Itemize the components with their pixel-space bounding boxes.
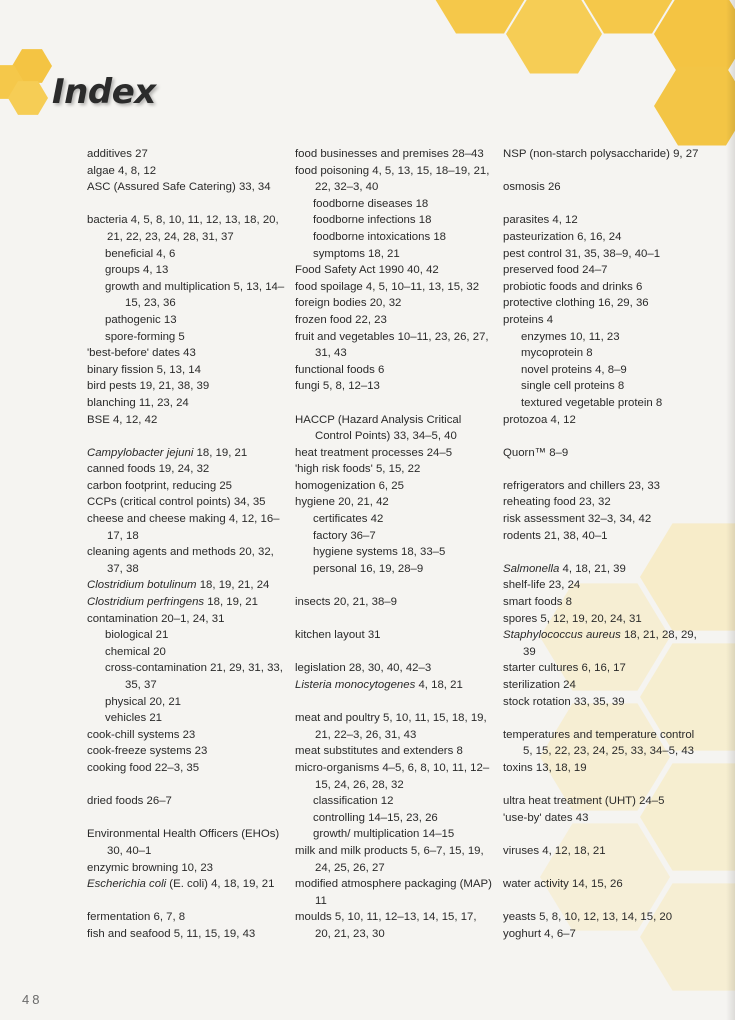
index-entry (87, 727, 287, 744)
honeycomb-hex-top-5 (654, 64, 735, 148)
index-entry-text: growth/ multiplication 14–15 (313, 828, 455, 841)
index-entry (87, 412, 287, 429)
entry-gap (295, 395, 495, 412)
index-entry (503, 810, 703, 827)
index-subentry (87, 627, 287, 644)
index-entry-text: viruses 4, 12, 18, 21 (503, 844, 606, 857)
index-entry (503, 727, 703, 760)
index-entry (87, 876, 287, 893)
index-entry-text: NSP (non-starch polysaccharide) 9, 27 (503, 148, 699, 160)
index-entry (295, 279, 495, 296)
index-subentry (295, 212, 495, 229)
index-entry-text: milk and milk products 5, 6–7, 15, 19, 24, 25, 26, 27 (295, 844, 484, 874)
index-entry-text: 18, 19, 21, 24 (196, 579, 270, 592)
index-entry-text: risk assessment 32–3, 34, 42 (503, 513, 652, 526)
index-entry-text: spore-forming 5 (105, 330, 185, 343)
index-entry (87, 511, 287, 544)
index-entry-text: novel proteins 4, 8–9 (521, 363, 627, 376)
index-entry-text: temperatures and temperature control 5, 15, 22, 23, 24, 25, 33, 34–5, 43 (503, 728, 695, 758)
index-entry-text: yoghurt 4, 6–7 (503, 927, 576, 940)
index-subentry (295, 246, 495, 263)
index-entry (503, 694, 703, 711)
index-entry-text: hygiene systems 18, 33–5 (313, 546, 446, 559)
index-entry (87, 860, 287, 877)
index-subentry (295, 544, 495, 561)
index-entry-text: enzymic browning 10, 23 (87, 861, 213, 874)
index-entry-text: rodents 21, 38, 40–1 (503, 529, 608, 542)
index-entry-text: 'best-before' dates 43 (87, 347, 196, 360)
index-entry (295, 362, 495, 379)
index-entry-text: ultra heat treatment (UHT) 24–5 (503, 795, 665, 808)
index-entry-text: fermentation 6, 7, 8 (87, 911, 186, 924)
index-entry (503, 445, 703, 462)
index-subentry (503, 362, 703, 379)
index-subentry (503, 345, 703, 362)
index-entry-text: food spoilage 4, 5, 10–11, 13, 15, 32 (295, 280, 480, 293)
index-subentry (87, 694, 287, 711)
entry-gap (87, 810, 287, 827)
index-entry (503, 494, 703, 511)
index-entry-text: groups 4, 13 (105, 264, 169, 277)
entry-gap (503, 710, 703, 727)
index-entry-text: single cell proteins 8 (521, 380, 625, 393)
index-entry-text: starter cultures 6, 16, 17 (503, 662, 626, 675)
index-entry (503, 262, 703, 279)
index-entry (295, 146, 495, 163)
index-entry (503, 229, 703, 246)
index-entry (87, 494, 287, 511)
index-entry-text: fruit and vegetables 10–11, 23, 26, 27, 31, 43 (295, 330, 489, 360)
entry-gap (503, 826, 703, 843)
index-entry-text: yeasts 5, 8, 10, 12, 13, 14, 15, 20 (503, 911, 673, 924)
index-subentry (295, 196, 495, 213)
index-entry-text: BSE 4, 12, 42 (87, 413, 158, 426)
entry-gap (87, 196, 287, 213)
entry-gap (295, 611, 495, 628)
index-entry (503, 561, 703, 578)
index-entry (87, 760, 287, 777)
index-entry-text: fish and seafood 5, 11, 15, 19, 43 (87, 927, 256, 940)
index-entry-text: water activity 14, 15, 26 (503, 878, 623, 891)
index-entry-text: physical 20, 21 (105, 695, 181, 708)
entry-gap (503, 860, 703, 877)
index-entry-text: (E. coli) 4, 18, 19, 21 (166, 878, 275, 891)
index-entry-text: smart foods 8 (503, 596, 573, 609)
entry-gap (295, 694, 495, 711)
index-entry (503, 279, 703, 296)
index-entry (503, 146, 703, 163)
index-entry (503, 677, 703, 694)
index-entry-text: cook-freeze systems 23 (87, 745, 208, 758)
index-entry (503, 909, 703, 926)
index-entry (503, 627, 703, 660)
index-entry-text: refrigerators and chillers 23, 33 (503, 479, 661, 492)
index-entry-italic-term: Campylobacter jejuni (87, 446, 194, 459)
index-entry-text: preserved food 24–7 (503, 264, 608, 277)
index-entry (503, 412, 703, 429)
index-subentry (295, 528, 495, 545)
index-entry (87, 163, 287, 180)
index-entry-text: beneficial 4, 6 (105, 247, 176, 260)
index-entry-text: Quorn™ 8–9 (503, 446, 569, 459)
index-entry-text: textured vegetable protein 8 (521, 396, 663, 409)
index-entry (503, 926, 703, 943)
page-number: 48 (22, 992, 43, 1007)
index-entry (295, 494, 495, 511)
index-entry-text: bacteria 4, 5, 8, 10, 11, 12, 13, 18, 20, 21, 22, 23, 24, 28, 31, 37 (87, 214, 279, 243)
index-subentry (87, 660, 287, 693)
index-entry-text: pest control 31, 35, 38–9, 40–1 (503, 247, 661, 260)
index-entry-text: 4, 18, 21 (415, 679, 463, 691)
index-entry (295, 627, 495, 644)
index-entry-text: cooking food 22–3, 35 (87, 761, 200, 774)
entry-gap (503, 428, 703, 445)
index-entry-italic-term: Staphylococcus aureus (503, 629, 621, 642)
index-entry-text: dried foods 26–7 (87, 795, 172, 808)
index-subentry (87, 246, 287, 263)
index-entry (87, 611, 287, 628)
index-entry-text: binary fission 5, 13, 14 (87, 363, 201, 376)
index-entry-text: reheating food 23, 32 (503, 496, 611, 509)
index-entry-text: foodborne intoxications 18 (313, 230, 446, 243)
index-subentry (295, 810, 495, 827)
index-entry-text: classification 12 (313, 795, 394, 808)
entry-gap (503, 163, 703, 180)
index-entry (87, 544, 287, 577)
index-entry (503, 660, 703, 677)
honeycomb-hex-top-2 (506, 0, 602, 76)
page-title: Index (52, 72, 156, 112)
index-entry-text: 4, 18, 21, 39 (559, 562, 626, 575)
index-entry (87, 577, 287, 594)
index-entry (87, 826, 287, 859)
index-entry-text: certificates 42 (313, 513, 384, 526)
index-entry (503, 295, 703, 312)
index-entry-text: 18, 19, 21 (204, 596, 258, 609)
index-entry (295, 876, 495, 909)
entry-gap (87, 428, 287, 445)
index-entry-italic-term: Clostridium perfringens (87, 596, 205, 609)
index-entry (295, 478, 495, 495)
index-entry (503, 212, 703, 229)
index-entry-text: sterilization 24 (503, 679, 576, 691)
index-entry-text: CCPs (critical control points) 34, 35 (87, 496, 266, 509)
index-entry (87, 212, 287, 245)
index-entry-text: carbon footprint, reducing 25 (87, 479, 233, 492)
index-entry (87, 926, 287, 943)
index-entry (503, 843, 703, 860)
index-entry-text: 18, 19, 21 (193, 446, 248, 459)
entry-gap (87, 777, 287, 794)
index-entry (503, 793, 703, 810)
index-entry (295, 660, 495, 677)
index-entry (295, 710, 495, 743)
index-entry (87, 445, 287, 462)
index-entry-text: foreign bodies 20, 32 (295, 297, 402, 310)
index-entry (87, 179, 287, 196)
index-entry-text: protective clothing 16, 29, 36 (503, 297, 649, 310)
index-entry-text: cleaning agents and methods 20, 32, 37, 38 (87, 546, 274, 575)
index-entry (87, 478, 287, 495)
index-entry (295, 843, 495, 876)
index-entry (87, 146, 287, 163)
index-entry-text: meat and poultry 5, 10, 11, 15, 18, 19, 21, 22–3, 26, 31, 43 (295, 712, 487, 741)
index-entry (87, 395, 287, 412)
index-entry-text: proteins 4 (503, 313, 554, 326)
index-entry-text: factory 36–7 (313, 529, 376, 542)
index-entry (503, 876, 703, 893)
index-entry-text: 18, 21, 28, 29, 39 (523, 629, 697, 658)
index-entry-text: Food Safety Act 1990 40, 42 (295, 264, 439, 277)
index-entry (295, 378, 495, 395)
index-entry-text: fungi 5, 8, 12–13 (295, 380, 380, 393)
index-entry-text: 'high risk foods' 5, 15, 22 (295, 463, 421, 476)
index-subentry (503, 329, 703, 346)
page-spine-shadow (726, 0, 735, 1020)
index-entry (87, 345, 287, 362)
index-entry (87, 594, 287, 611)
index-entry (295, 677, 495, 694)
index-entry (87, 743, 287, 760)
index-entry (503, 312, 703, 329)
index-entry-text: Environmental Health Officers (EHOs) 30, 40–1 (87, 828, 280, 857)
index-entry-italic-term: Salmonella (503, 562, 560, 575)
index-subentry (87, 644, 287, 661)
index-column-2 (295, 146, 495, 943)
index-entry-text: food poisoning 4, 5, 13, 15, 18–19, 21, 22, 32–3, 40 (295, 164, 490, 194)
index-entry (503, 594, 703, 611)
index-entry (295, 909, 495, 942)
index-entry (503, 246, 703, 263)
index-entry-text: 'use-by' dates 43 (503, 811, 589, 824)
index-subentry (87, 312, 287, 329)
index-entry-text: ASC (Assured Safe Catering) 33, 34 (87, 181, 271, 194)
index-entry-text: cross-contamination 21, 29, 31, 33, 35, 37 (105, 662, 283, 691)
index-entry-text: mycoprotein 8 (521, 347, 593, 360)
honeycomb-hex-top-4 (654, 0, 735, 76)
index-entry-text: cook-chill systems 23 (87, 728, 196, 741)
index-entry (87, 362, 287, 379)
index-entry-text: enzymes 10, 11, 23 (521, 330, 620, 343)
index-entry-text: symptoms 18, 21 (313, 247, 400, 260)
index-entry (295, 461, 495, 478)
index-entry-text: biological 21 (105, 629, 169, 642)
index-entry-text: personal 16, 19, 28–9 (313, 562, 424, 575)
index-entry (295, 445, 495, 462)
index-entry (295, 743, 495, 760)
index-entry-text: legislation 28, 30, 40, 42–3 (295, 662, 432, 675)
index-entry-text: contamination 20–1, 24, 31 (87, 612, 225, 625)
index-subentry (295, 511, 495, 528)
index-entry-text: parasites 4, 12 (503, 214, 578, 227)
index-entry (295, 163, 495, 196)
index-entry (295, 262, 495, 279)
index-entry (503, 760, 703, 777)
index-entry (87, 909, 287, 926)
index-entry-text: kitchen layout 31 (295, 629, 381, 642)
index-entry (503, 511, 703, 528)
index-entry-text: vehicles 21 (105, 712, 162, 725)
index-entry (503, 577, 703, 594)
index-entry (295, 760, 495, 793)
index-entry (295, 412, 495, 445)
index-subentry (295, 826, 495, 843)
index-entry (503, 528, 703, 545)
index-entry-text: HACCP (Hazard Analysis Critical Control Points) 33, 34–5, 40 (295, 413, 462, 443)
index-entry-text: pasteurization 6, 16, 24 (503, 230, 622, 243)
index-subentry (87, 329, 287, 346)
index-entry (87, 378, 287, 395)
index-entry-text: cheese and cheese making 4, 12, 16–17, 18 (87, 513, 280, 542)
index-entry (295, 295, 495, 312)
index-entry (295, 329, 495, 362)
index-entry-text: homogenization 6, 25 (295, 479, 404, 492)
index-subentry (87, 279, 287, 312)
index-subentry (87, 710, 287, 727)
index-entry (87, 793, 287, 810)
index-entry (503, 611, 703, 628)
index-entry-text: foodborne infections 18 (313, 214, 432, 227)
index-subentry (295, 229, 495, 246)
entry-gap (503, 777, 703, 794)
index-entry-text: toxins 13, 18, 19 (503, 761, 587, 774)
index-entry-text: additives 27 (87, 148, 148, 160)
index-entry-text: modified atmosphere packaging (MAP) 11 (295, 878, 492, 907)
entry-gap (503, 461, 703, 478)
entry-gap (295, 577, 495, 594)
index-subentry (503, 378, 703, 395)
index-subentry (295, 793, 495, 810)
index-entry-text: functional foods 6 (295, 363, 385, 376)
index-subentry (503, 395, 703, 412)
index-entry-text: stock rotation 33, 35, 39 (503, 695, 625, 708)
index-entry (503, 478, 703, 495)
index-entry-text: canned foods 19, 24, 32 (87, 463, 210, 476)
index-subentry (87, 262, 287, 279)
index-entry-text: chemical 20 (105, 645, 166, 658)
index-entry-text: blanching 11, 23, 24 (87, 396, 189, 409)
index-entry-text: spores 5, 12, 19, 20, 24, 31 (503, 612, 642, 625)
entry-gap (503, 893, 703, 910)
index-entry (503, 179, 703, 196)
index-entry-italic-term: Clostridium botulinum (87, 579, 197, 592)
index-entry-text: micro-organisms 4–5, 6, 8, 10, 11, 12–15, 24, 26, 28, 32 (295, 761, 490, 791)
index-entry-text: osmosis 26 (503, 181, 561, 194)
index-entry-text: probiotic foods and drinks 6 (503, 280, 643, 293)
index-entry-text: foodborne diseases 18 (313, 197, 429, 210)
index-entry (87, 461, 287, 478)
index-entry-text: bird pests 19, 21, 38, 39 (87, 380, 210, 393)
index-entry-italic-term: Escherichia coli (87, 878, 167, 891)
index-entry (295, 312, 495, 329)
index-entry-text: growth and multiplication 5, 13, 14–15, 23, 36 (105, 280, 285, 310)
entry-gap (503, 196, 703, 213)
entry-gap (503, 544, 703, 561)
index-column-3 (503, 146, 703, 943)
index-entry-italic-term: Listeria monocytogenes (295, 679, 416, 691)
index-entry-text: shelf-life 23, 24 (503, 579, 581, 592)
index-entry-text: pathogenic 13 (105, 313, 177, 326)
index-entry-text: controlling 14–15, 23, 26 (313, 811, 438, 824)
index-entry-text: hygiene 20, 21, 42 (295, 496, 389, 509)
index-entry-text: heat treatment processes 24–5 (295, 446, 453, 459)
index-entry-text: food businesses and premises 28–43 (295, 148, 484, 160)
index-subentry (295, 561, 495, 578)
entry-gap (87, 893, 287, 910)
entry-gap (295, 644, 495, 661)
index-entry-text: moulds 5, 10, 11, 12–13, 14, 15, 17, 20, 21, 23, 30 (295, 911, 477, 940)
index-entry-text: algae 4, 8, 12 (87, 164, 157, 177)
index-column-1 (87, 146, 287, 943)
index-entry-text: meat substitutes and extenders 8 (295, 745, 463, 758)
index-entry-text: frozen food 22, 23 (295, 313, 387, 326)
index-entry (295, 594, 495, 611)
index-entry-text: insects 20, 21, 38–9 (295, 596, 397, 609)
index-entry-text: protozoa 4, 12 (503, 413, 576, 426)
